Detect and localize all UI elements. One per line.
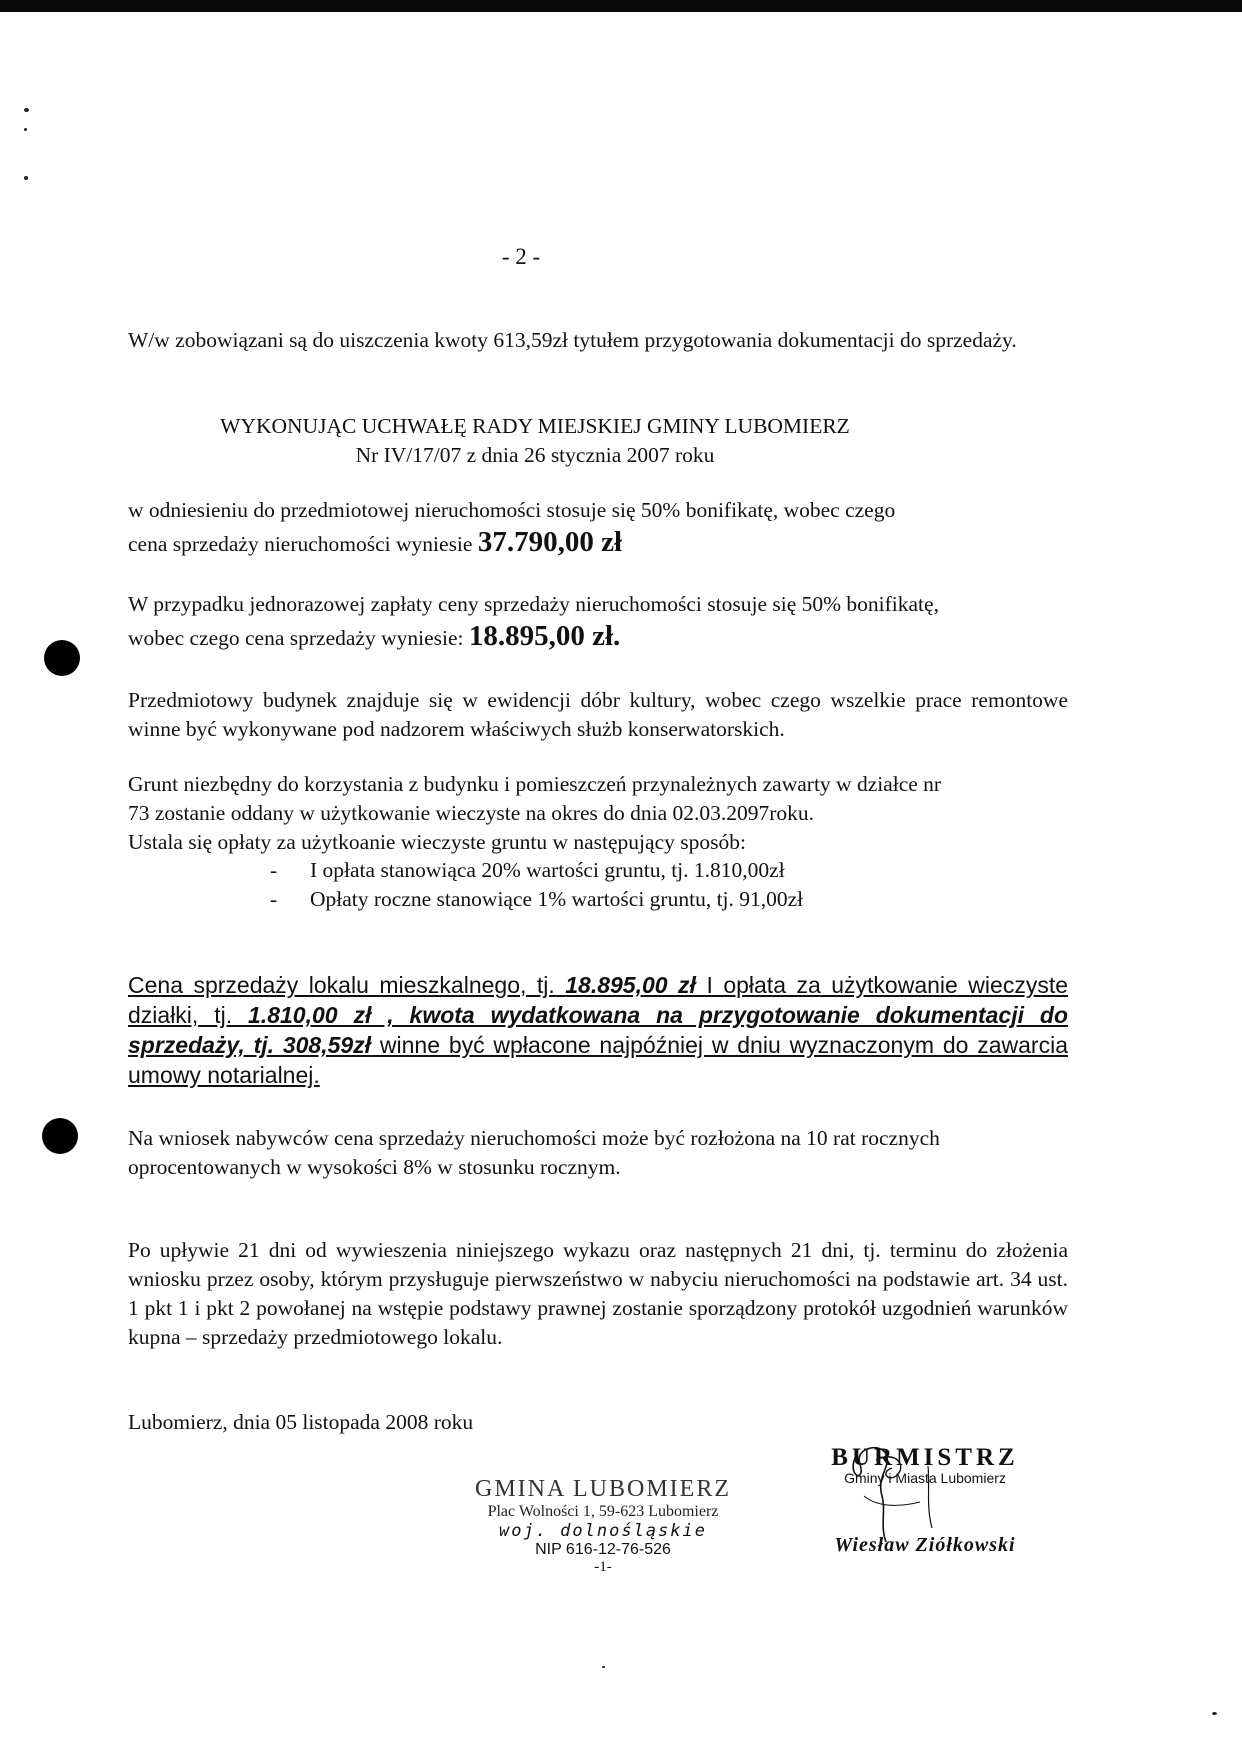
scan-top-border	[0, 0, 1242, 12]
list-item: Opłaty roczne stanowiące 1% wartości gruntu, tj. 91,00zł	[310, 887, 804, 911]
paragraph-heritage: Przedmiotowy budynek znajduje się w ewidencji dóbr kultury, wobec czego wszelkie prace remontowe winne być wykonywane pod nadzorem właściwych służb konserwatorskich.	[128, 688, 1068, 741]
stamp-text: NIP 616-12-76-526	[535, 1541, 671, 1558]
handwritten-signature	[836, 1436, 976, 1556]
paragraph-text: winne być wpłacone najpóźniej w dniu wyznaczonym do zawarcia umowy notarialnej.	[128, 1032, 1068, 1088]
list-dash: -	[270, 887, 278, 911]
stamp-text: Wiesław Ziółkowski	[834, 1534, 1016, 1556]
page-number: - 2 -	[501, 244, 541, 269]
heading-line-2: Nr IV/17/07 z dnia 26 stycznia 2007 roku	[355, 443, 715, 467]
stamp-text: BURMISTRZ	[831, 1444, 1019, 1471]
scan-speck	[24, 176, 28, 180]
heading-line-1: WYKONUJĄC UCHWAŁĘ RADY MIEJSKIEJ GMINY LUBOMIERZ	[220, 414, 850, 438]
paragraph-payment-terms	[128, 970, 1068, 1090]
paragraph-protocol: Po upływie 21 dni od wywieszenia niniejszego wykazu oraz następnych 21 dni, tj. terminu do złożenia wniosku przez osoby, którym przysługuje pierwszeństwo w nabyciu nieruchomości na podstawie art. 34 ust. 1 pkt 1 i pkt 2 powołanej na wstępie podstawy prawnej zostanie sporządzony protokół uzgodnień warunków kupna – sprzedaży przedmiotowego lokalu.	[128, 1238, 1068, 1349]
paragraph-line: W przypadku jednorazowej zapłaty ceny sprzedaży nieruchomości stosuje się 50% bonifikatę,	[128, 592, 939, 616]
paragraph-text: wobec czego cena sprzedaży wyniesie:	[128, 626, 464, 650]
emphasis-amount: 1.810,00 zł , kwota wydatkowana na przygotowanie dokumentacji do sprzedaży, tj. 308,59zł	[128, 1002, 1068, 1058]
stamp-text: Gminy i Miasta Lubomierz	[844, 1470, 1006, 1486]
paragraph-line: 73 zostanie oddany w użytkowanie wieczyste na okres do dnia 02.03.2097roku.	[128, 801, 815, 825]
paragraph-line: w odniesieniu do przedmiotowej nieruchomości stosuje się 50% bonifikatę, wobec czego	[128, 498, 896, 522]
paragraph-one-time-payment	[128, 590, 1068, 653]
paragraph-text: I opłata za użytkowanie wieczyste działki, tj.	[128, 972, 1068, 1028]
paragraph-line: Ustala się opłaty za użytkoanie wieczyste gruntu w następujący sposób:	[128, 830, 746, 854]
price-amount: 18.895,00 zł.	[468, 620, 621, 652]
list-dash: -	[270, 858, 278, 882]
stamp-text: Plac Wolności 1, 59-623 Lubomierz	[487, 1503, 719, 1520]
scan-speck	[1212, 1712, 1217, 1715]
scan-speck	[602, 1666, 605, 1668]
punch-hole	[44, 640, 80, 676]
stamp-text: GMINA LUBOMIERZ	[475, 1476, 731, 1502]
paragraph-text: Cena sprzedaży lokalu mieszkalnego, tj.	[128, 972, 566, 998]
scan-speck	[24, 108, 29, 112]
scan-speck	[24, 128, 27, 131]
paragraph-line: Grunt niezbędny do korzystania z budynku i pomieszczeń przynależnych zawarty w działce nr	[128, 772, 942, 796]
paragraph-land	[128, 770, 1068, 857]
list-item: I opłata stanowiąca 20% wartości gruntu, tj. 1.810,00zł	[310, 858, 785, 882]
place-date: Lubomierz, dnia 05 listopada 2008 roku	[128, 1410, 474, 1434]
office-stamp	[448, 1476, 758, 1576]
stamp-text: woj. dolnośląskie	[499, 1521, 707, 1541]
paragraph-line	[128, 622, 1068, 653]
paragraph-discount	[128, 496, 1068, 559]
paragraph-text: cena sprzedaży nieruchomości wyniesie	[128, 532, 473, 556]
paragraph-fee: W/w zobowiązani są do uiszczenia kwoty 613,59zł tytułem przygotowania dokumentacji do sprzedaży.	[128, 328, 1017, 352]
price-amount: 37.790,00 zł	[477, 526, 623, 558]
paragraph-installments: Na wniosek nabywców cena sprzedaży nieruchomości może być rozłożona na 10 rat rocznych oprocentowanych w wysokości 8% w stosunku rocznym.	[128, 1126, 940, 1179]
punch-hole	[42, 1118, 78, 1154]
paragraph-line	[128, 528, 1068, 559]
stamp-text: -1-	[594, 1559, 612, 1575]
emphasis-amount: 18.895,00 zł	[565, 972, 696, 998]
